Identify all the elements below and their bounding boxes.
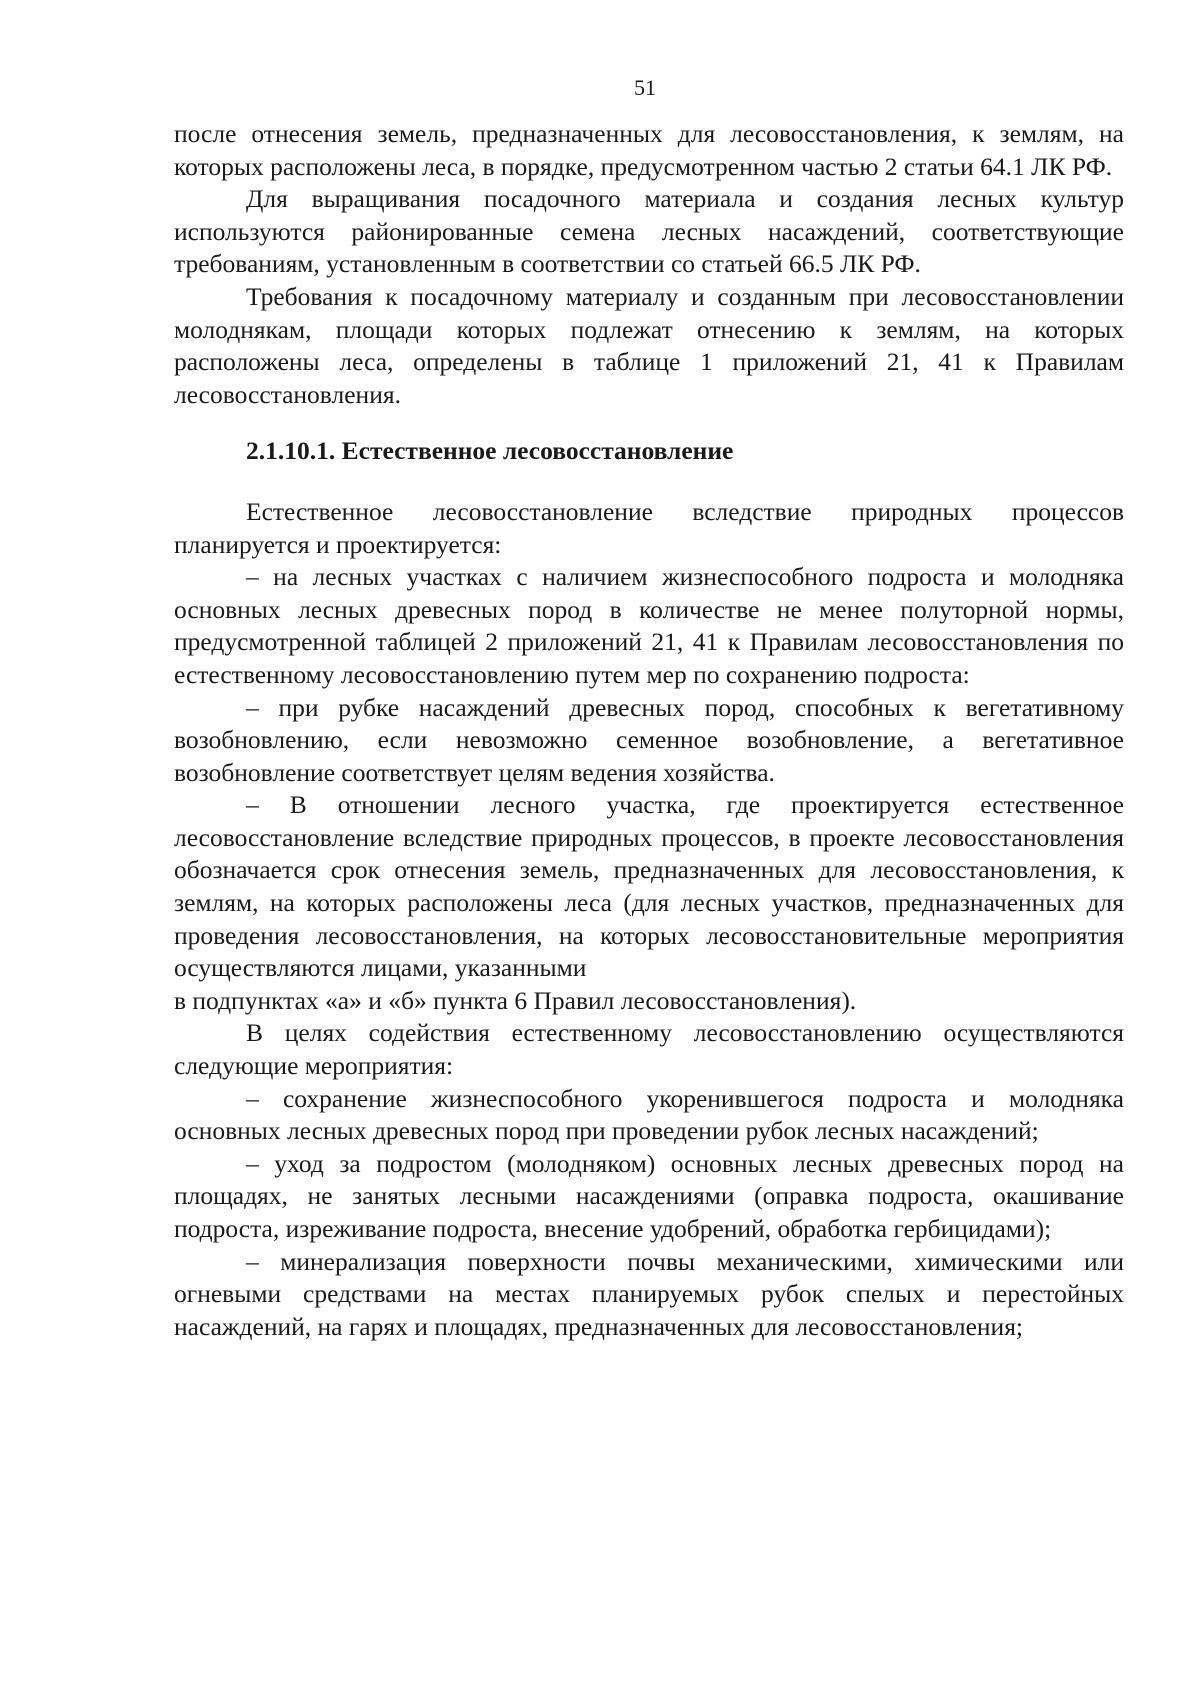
paragraph: Естественное лесовосстановление вследствие природных процессов планируется и проектируется: xyxy=(174,496,1124,559)
paragraph: в подпунктах «а» и «б» пункта 6 Правил лесовосстановления). xyxy=(174,985,857,1015)
list-item: – при рубке насаждений древесных пород, способных к вегетативному возобновлению, если невозможно семенное возобновление, а вегетативное возобновление соответствует целям ведения хозяйства. xyxy=(174,692,1124,787)
paragraph: Для выращивания посадочного материала и создания лесных культур используются районированные семена лесных насаждений, соответствующие требованиям, установленным в соответствии со статьей 66.5 ЛК РФ. xyxy=(174,184,1124,279)
page-content xyxy=(174,118,1124,1343)
list-item: – В отношении лесного участка, где проектируется естественное лесовосстановление вследствие природных процессов, в проекте лесовосстановления обозначается срок отнесения земель, предназначенных для лесовосстановления, к землям, на которых расположены леса (для лесных участков, предназначенных для проведения лесовосстановления, на которых лесовосстановительные мероприятия осуществляются лицами, указанными xyxy=(174,790,1124,983)
page-number: 51 xyxy=(634,75,656,100)
list-item: – минерализация поверхности почвы механическими, химическими или огневыми средствами на местах планируемых рубок спелых и перестойных насаждений, на гарях и площадях, предназначенных для лесовосстановления; xyxy=(174,1246,1124,1341)
list-item: – на лесных участках с наличием жизнеспособного подроста и молодняка основных лесных древесных пород в количестве не менее полуторной нормы, предусмотренной таблицей 2 приложений 21, 41 к Правилам лесовосстановления по естественному лесовосстановлению путем мер по сохранению подроста: xyxy=(174,562,1124,689)
list-item: – уход за подростом (молодняком) основных лесных древесных пород на площадях, не занятых лесными насаждениями (оправка подроста, окашивание подроста, изреживание подроста, внесение удобрений, обработка гербицидами); xyxy=(174,1148,1124,1243)
paragraph: Требования к посадочному материалу и созданным при лесовосстановлении молоднякам, площади которых подлежат отнесению к землям, на которых расположены леса, определены в таблице 1 приложений 21, 41 к Правилам лесовосстановления. xyxy=(174,281,1124,409)
list-item: – сохранение жизнеспособного укоренившегося подроста и молодняка основных лесных древесных пород при проведении рубок лесных насаждений; xyxy=(174,1083,1124,1146)
paragraph: после отнесения земель, предназначенных для лесовосстановления, к землям, на которых расположены леса, в порядке, предусмотренном частью 2 статьи 64.1 ЛК РФ. xyxy=(174,119,1124,181)
paragraph: В целях содействия естественному лесовосстановлению осуществляются следующие мероприятия: xyxy=(174,1018,1124,1081)
section-heading: 2.1.10.1. Естественное лесовосстановление xyxy=(246,436,734,466)
